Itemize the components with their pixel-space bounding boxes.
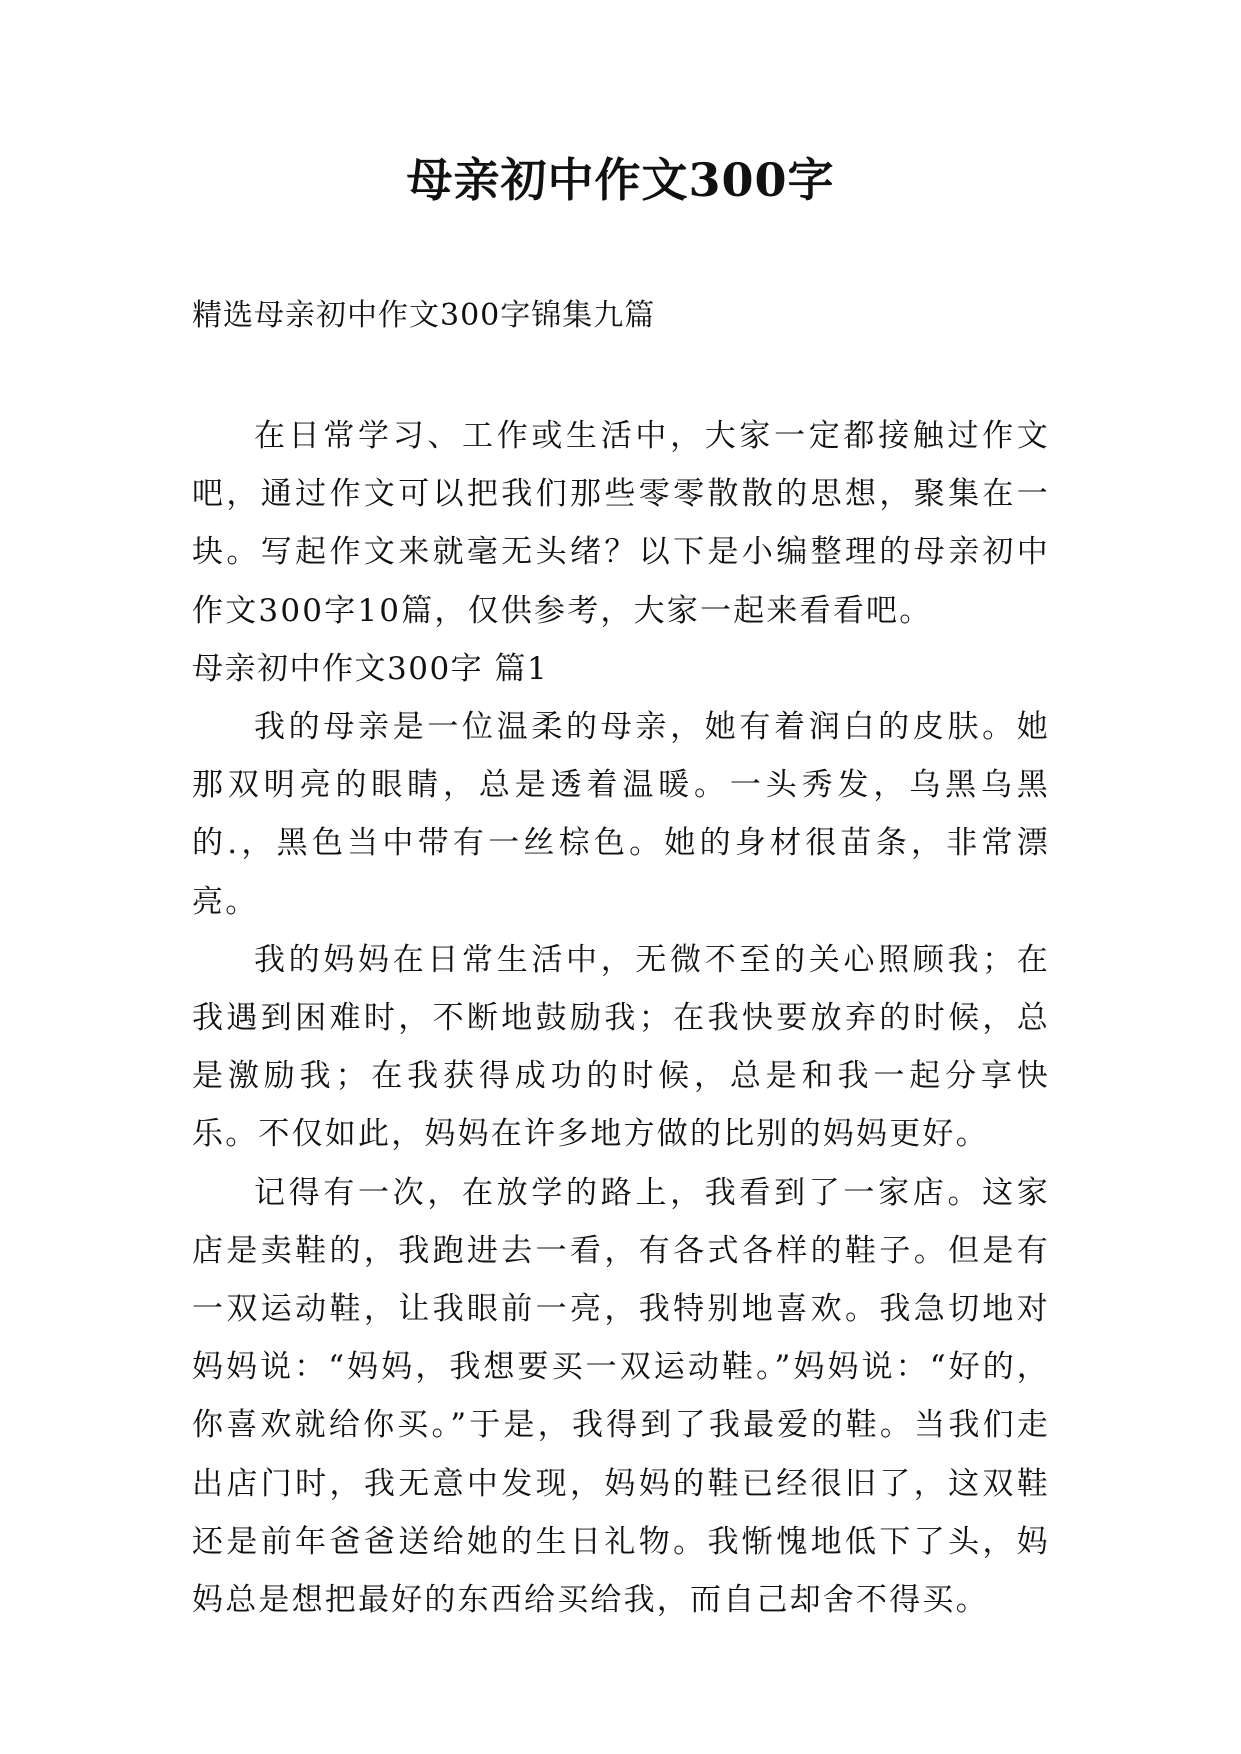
document-title: 母亲初中作文300字 — [406, 153, 835, 207]
document-subtitle: 精选母亲初中作文300字锦集九篇 — [192, 298, 656, 333]
body-paragraph: 记得有一次，在放学的路上，我看到了一家店。这家店是卖鞋的，我跑进去一看，有各式各样的鞋子。但是有一双运动鞋，让我眼前一亮，我特别地喜欢。我急切地对妈妈说：“妈妈，我想要买一双运动鞋。”妈妈说：“好的，你喜欢就给你买。”于是，我得到了我最爱的鞋。当我们走出店门时，我无意中发现，妈妈的鞋已经很旧了，这双鞋还是前年爸爸送给她的生日礼物。我惭愧地低下了头，妈妈总是想把最好的东西给买给我，而自己却舍不得买。 — [192, 1174, 1050, 1619]
intro-paragraph: 在日常学习、工作或生活中，大家一定都接触过作文吧，通过作文可以把我们那些零零散散的思想，聚集在一块。写起作文来就毫无头绪？以下是小编整理的母亲初中作文300字10篇，仅供参考，大家一起来看看吧。 — [192, 418, 1050, 629]
body-paragraph: 我的妈妈在日常生活中，无微不至的关心照顾我；在我遇到困难时，不断地鼓励我；在我快要放弃的时候，总是激励我；在我获得成功的时候，总是和我一起分享快乐。不仅如此，妈妈在许多地方做的比别的妈妈更好。 — [192, 941, 1050, 1153]
section-heading: 母亲初中作文300字 篇1 — [192, 650, 549, 687]
body-paragraph: 我的母亲是一位温柔的母亲，她有着润白的皮肤。她那双明亮的眼睛，总是透着温暖。一头秀发，乌黑乌黑的.，黑色当中带有一丝棕色。她的身材很苗条，非常漂亮。 — [192, 709, 1050, 920]
document-body — [192, 407, 1050, 1629]
